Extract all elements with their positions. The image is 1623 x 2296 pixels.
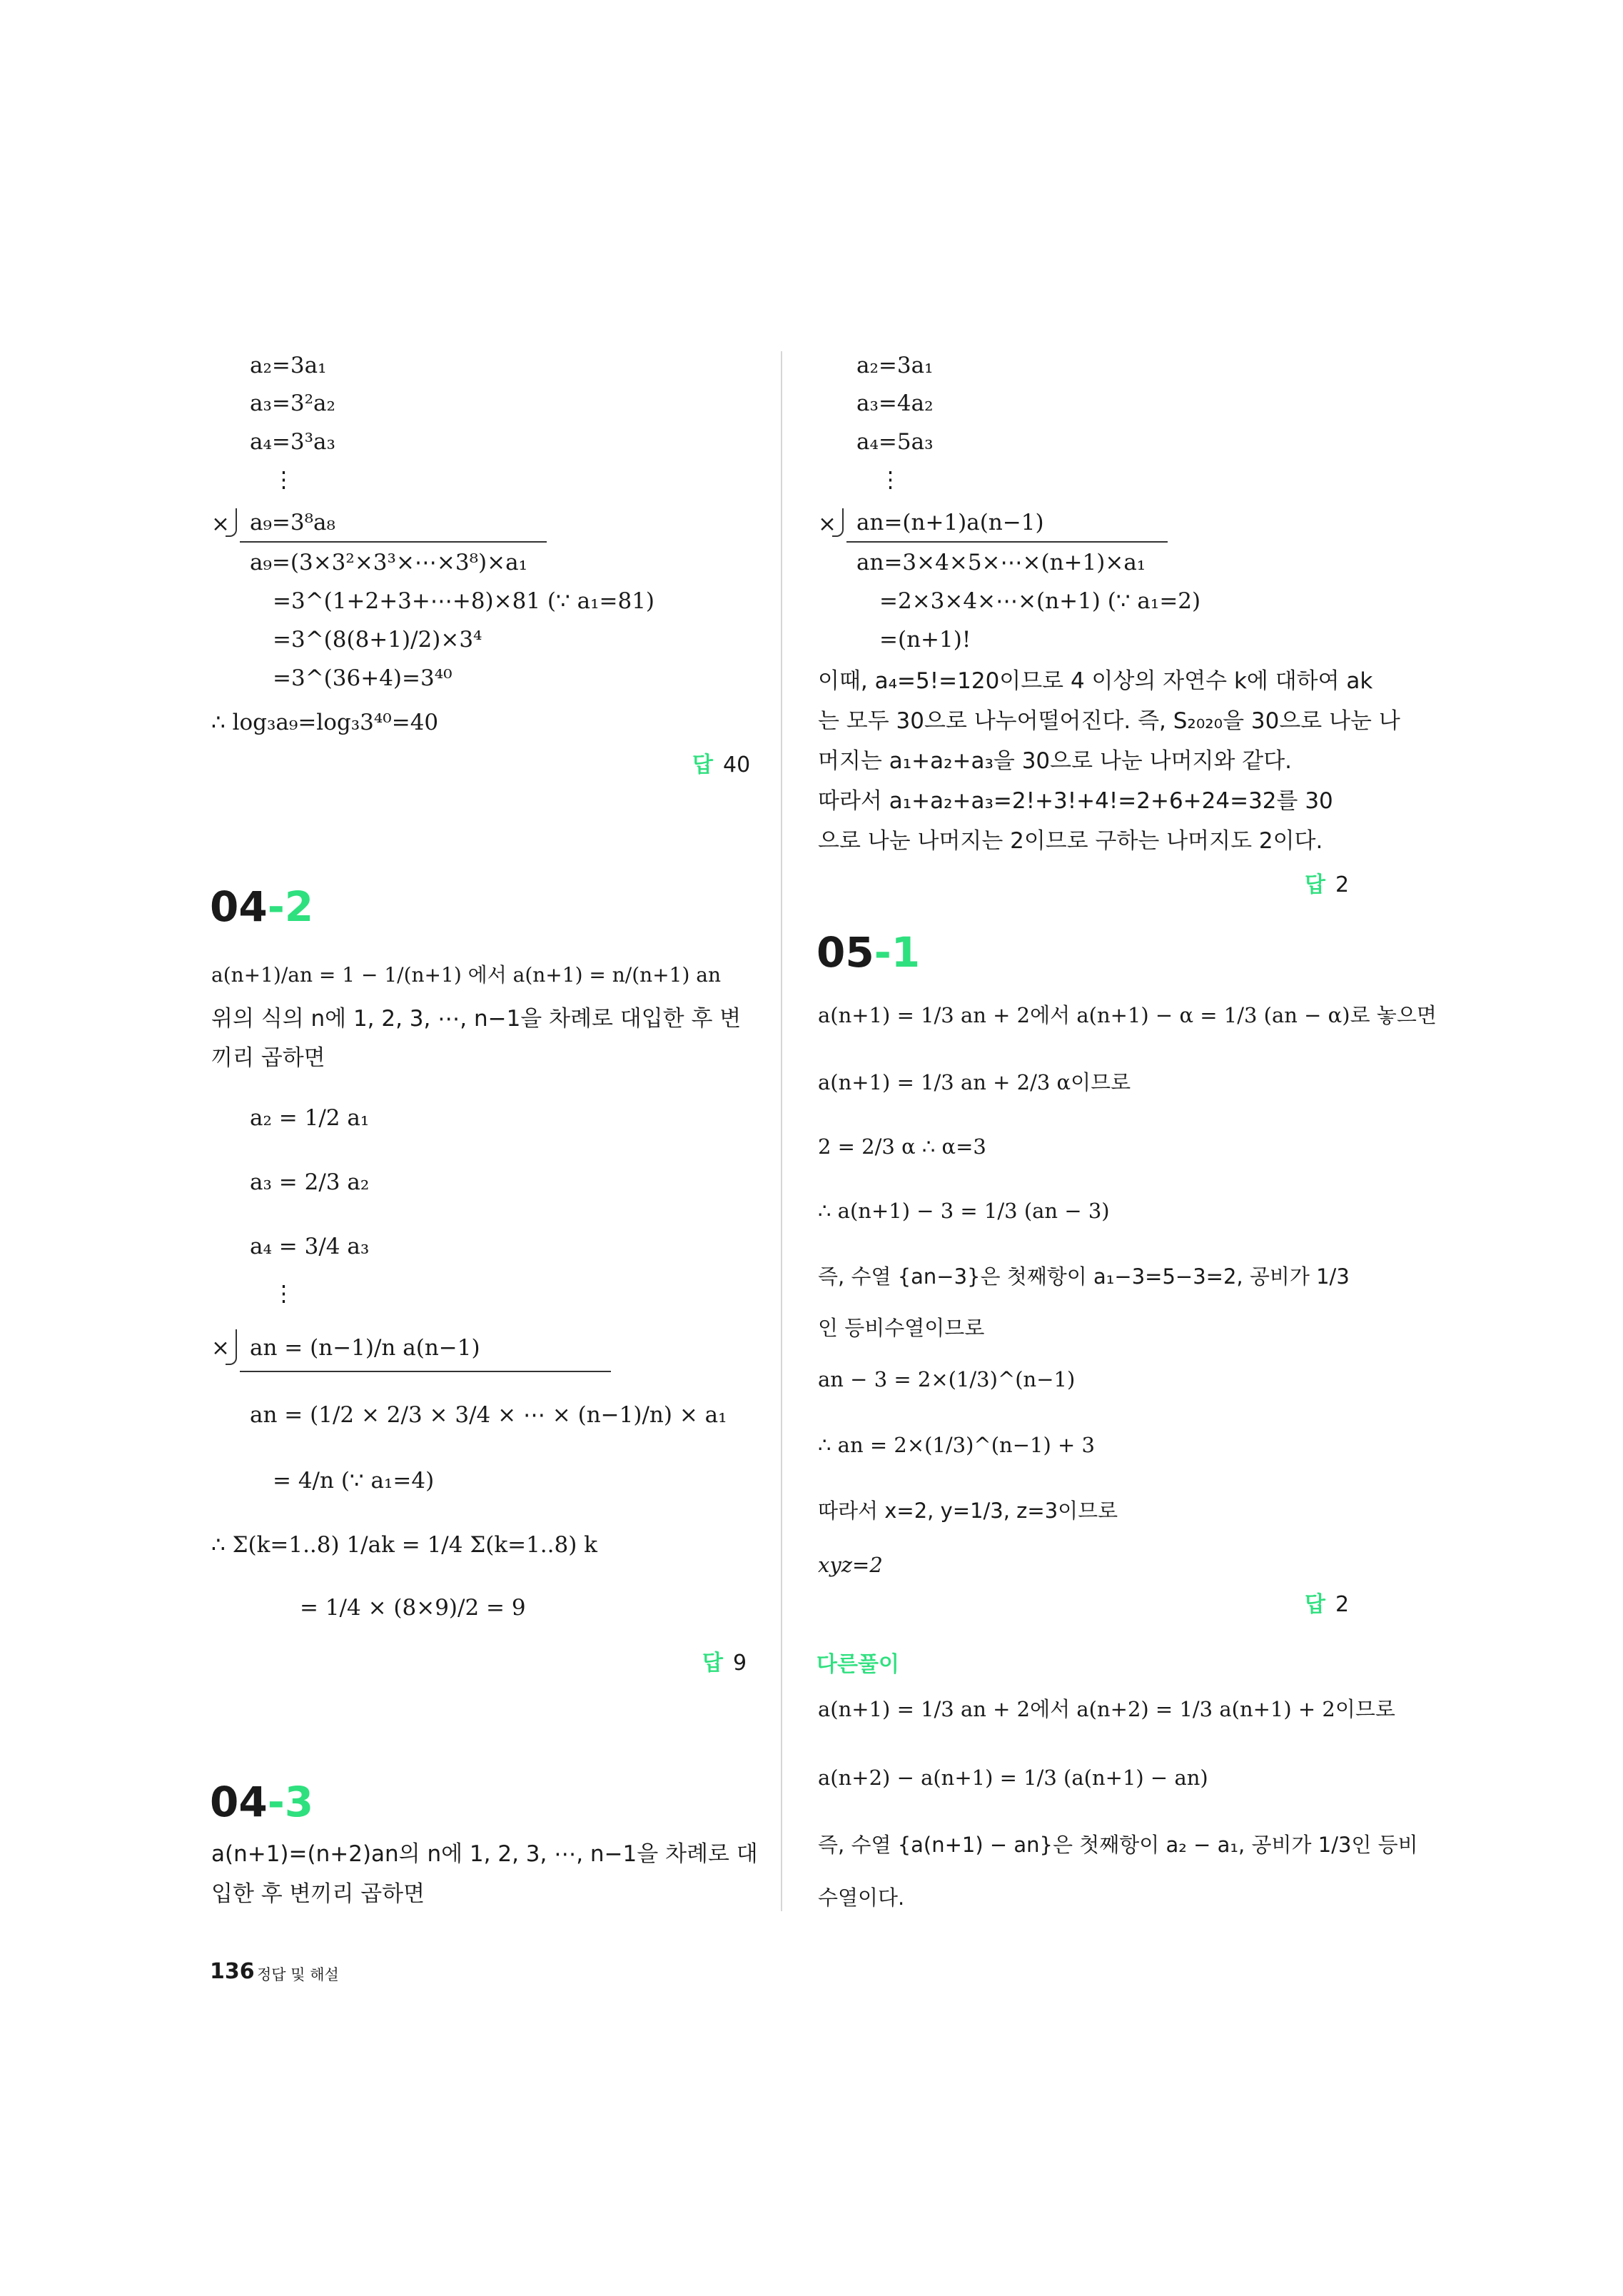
times-bracket	[226, 508, 237, 537]
eq-line: =3^(8(8+1)/2)×3⁴	[273, 627, 482, 653]
para-line: 머지는 a₁+a₂+a₃을 30으로 나눈 나머지와 같다.	[818, 748, 1293, 774]
answer-label: 답	[692, 752, 713, 777]
eq-line: a₂=3a₁	[856, 353, 934, 378]
para-line: 따라서 a₁+a₂+a₃=2!+3!+4!=2+6+24=32를 30	[818, 788, 1333, 814]
page-number: 136	[210, 1959, 255, 1984]
eq-line: a(n+1) = 1/3 an + 2에서 a(n+1) − α = 1/3 (an − α)로 놓으면	[818, 1003, 1437, 1027]
vdots: ⋮	[273, 1281, 295, 1306]
eq-line: =3^(1+2+3+⋯+8)×81 (∵ a₁=81)	[273, 588, 655, 614]
eq-line: ∴ an = 2×(1/3)^(n−1) + 3	[818, 1433, 1095, 1457]
answer	[1305, 1586, 1349, 1618]
intro-text: 위의 식의 n에 1, 2, 3, ⋯, n−1을 차례로 대입한 후 변끼리 곱하면	[211, 1006, 742, 1071]
eq-line: a₄=3³a₃	[250, 429, 335, 455]
para-line: 는 모두 30으로 나누어떨어진다. 즉, S₂₀₂₀을 30으로 나눈 나	[818, 708, 1400, 734]
eq-line: an = (n−1)/n a(n−1)	[250, 1335, 480, 1361]
times-sign: ×	[211, 1335, 230, 1361]
eq-line: a₂ = 1/2 a₁	[250, 1105, 370, 1131]
answer-label: 답	[702, 1651, 723, 1676]
intro-formula: a(n+1)/an = 1 − 1/(n+1) 에서 a(n+1) = n/(n+1) an	[211, 963, 722, 987]
answer-value: 2	[1335, 1592, 1350, 1617]
alt-solution-label: 다른풀이	[816, 1652, 899, 1677]
section-title: 05-1	[816, 928, 921, 977]
text-line: 즉, 수열 {a(n+1) − an}은 첫째항이 a₂ − a₁, 공비가 1/3인 등비	[818, 1833, 1418, 1857]
times-sign: ×	[818, 511, 836, 537]
eq-line: a₃ = 2/3 a₂	[250, 1169, 370, 1195]
vdots: ⋮	[879, 467, 901, 493]
text-line: 입한 후 변끼리 곱하면	[211, 1881, 425, 1907]
text-line: 수열이다.	[818, 1885, 905, 1910]
eq-line: an = (1/2 × 2/3 × 3/4 × ⋯ × (n−1)/n) × a₁	[250, 1402, 727, 1428]
text-line: 즉, 수열 {an−3}은 첫째항이 a₁−3=5−3=2, 공비가 1/3	[818, 1264, 1350, 1289]
eq-line: =(n+1)!	[879, 627, 971, 653]
eq-line: a(n+1) = 1/3 an + 2에서 a(n+2) = 1/3 a(n+1) + 2이므로	[818, 1697, 1395, 1721]
eq-line: an − 3 = 2×(1/3)^(n−1)	[818, 1367, 1076, 1391]
answer	[692, 747, 750, 778]
eq-line: a(n+2) − a(n+1) = 1/3 (a(n+1) − an)	[818, 1766, 1208, 1790]
eq-line: ∴ log₃a₉=log₃3⁴⁰=40	[211, 710, 439, 735]
para-line: 이때, a₄=5!=120이므로 4 이상의 자연수 k에 대하여 ak	[818, 668, 1373, 694]
para-line: 으로 나눈 나머지는 2이므로 구하는 나머지도 2이다.	[818, 828, 1323, 854]
eq-line: 2 = 2/3 α ∴ α=3	[818, 1134, 986, 1159]
answer	[1305, 867, 1349, 898]
eq-line: = 1/4 × (8×9)/2 = 9	[300, 1595, 526, 1621]
eq-line: ∴ a(n+1) − 3 = 1/3 (an − 3)	[818, 1199, 1110, 1223]
product-rule	[846, 541, 1168, 543]
eq-line: an=3×4×5×⋯×(n+1)×a₁	[856, 550, 1146, 575]
text-line: 인 등비수열이므로	[818, 1316, 985, 1340]
eq-line: a₉=(3×3²×3³×⋯×3⁸)×a₁	[250, 550, 528, 575]
eq-line: ∴ Σ(k=1..8) 1/ak = 1/4 Σ(k=1..8) k	[211, 1532, 597, 1558]
eq-line: a₄ = 3/4 a₃	[250, 1234, 370, 1259]
times-bracket	[832, 508, 844, 537]
text-line: a(n+1)=(n+2)an의 n에 1, 2, 3, ⋯, n−1을 차례로 대	[211, 1841, 758, 1867]
times-bracket	[226, 1329, 237, 1365]
product-rule	[240, 1371, 611, 1372]
eq-line: a₂=3a₁	[250, 353, 327, 378]
eq-line: =3^(36+4)=3⁴⁰	[273, 665, 452, 691]
eq-line: a₄=5a₃	[856, 429, 934, 455]
text-line: 따라서 x=2, y=1/3, z=3이므로	[818, 1499, 1118, 1523]
eq-line: a(n+1) = 1/3 an + 2/3 α이므로	[818, 1070, 1131, 1094]
eq-line: =2×3×4×⋯×(n+1) (∵ a₁=2)	[879, 588, 1201, 614]
eq-line: a₃=3²a₂	[250, 391, 335, 416]
column-divider	[781, 351, 782, 1911]
answer-label: 답	[1305, 1592, 1325, 1617]
section-title: 04-2	[210, 882, 314, 931]
product-rule	[240, 541, 547, 543]
answer	[702, 1645, 747, 1676]
eq-line: = 4/n (∵ a₁=4)	[273, 1468, 435, 1494]
footer-text: 정답 및 해설	[257, 1966, 339, 1983]
vdots: ⋮	[273, 467, 295, 493]
times-sign: ×	[211, 511, 230, 537]
answer-value: 9	[732, 1651, 747, 1676]
eq-line: xyz=2	[818, 1553, 883, 1577]
eq-line: an=(n+1)a(n−1)	[856, 510, 1044, 535]
answer-value: 2	[1335, 872, 1350, 897]
eq-line: a₉=3⁸a₈	[250, 510, 335, 535]
eq-line: a₃=4a₂	[856, 391, 934, 416]
answer-label: 답	[1305, 872, 1325, 897]
answer-value: 40	[722, 752, 751, 777]
section-title: 04-3	[210, 1778, 314, 1826]
